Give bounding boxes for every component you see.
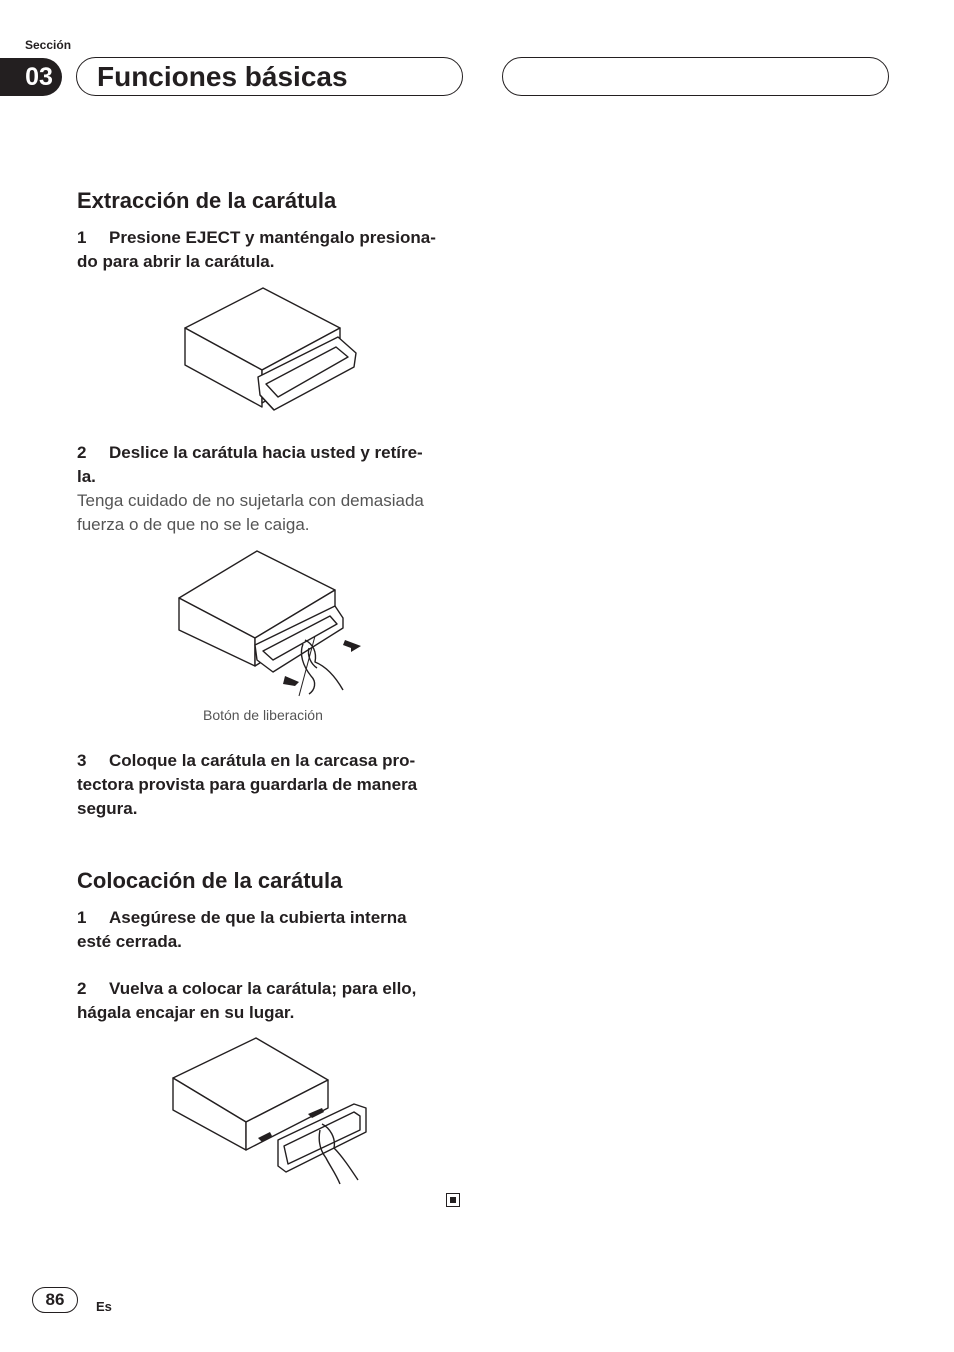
step-text: la. [77, 467, 96, 486]
arrow-left [283, 676, 299, 686]
extraction-step-2-note [77, 489, 467, 537]
step-text: Coloque la carátula en la carcasa pro- [109, 751, 416, 770]
extraction-step-1 [77, 226, 467, 274]
step-text: Asegúrese de que la cubierta interna [109, 908, 407, 927]
empty-header-frame [502, 57, 889, 96]
step-text: tectora provista para guardarla de manera [77, 775, 418, 794]
note-line: fuerza o de que no se le caiga. [77, 515, 310, 534]
section-label: Sección [25, 38, 72, 52]
step-number: 1 [77, 228, 87, 247]
step-text: Presione EJECT y manténgalo presiona- [109, 228, 436, 247]
extraction-step-3 [77, 749, 467, 821]
attachment-step-1 [77, 906, 467, 954]
figure-open-faceplate [180, 285, 360, 415]
figure-attach-faceplate [170, 1036, 370, 1186]
extraction-heading: Extracción de la carátula [77, 188, 337, 213]
step-text: Vuelva a colocar la carátula; para ello, [109, 979, 417, 998]
figure-remove-faceplate [175, 548, 365, 703]
page-number: 86 [32, 1287, 78, 1313]
section-number-badge: 03 [0, 58, 62, 96]
figure-caption-release-button: Botón de liberación [203, 707, 323, 723]
step-text: esté cerrada. [77, 932, 182, 951]
extraction-step-2 [77, 441, 467, 489]
step-number: 2 [77, 979, 87, 998]
end-square-icon [446, 1193, 460, 1207]
language-code: Es [96, 1299, 112, 1314]
step-text: do para abrir la carátula. [77, 252, 275, 271]
arrow-right [343, 640, 361, 652]
step-number: 2 [77, 443, 87, 462]
step-text: hágala encajar en su lugar. [77, 1003, 295, 1022]
page-title: Funciones básicas [97, 61, 348, 92]
step-text: segura. [77, 799, 138, 818]
note-line: Tenga cuidado de no sujetarla con demasiada [77, 491, 424, 510]
attachment-step-2 [77, 977, 467, 1025]
step-number: 1 [77, 908, 87, 927]
step-text: Deslice la carátula hacia usted y retíre- [109, 443, 423, 462]
attachment-heading: Colocación de la carátula [77, 868, 343, 893]
step-number: 3 [77, 751, 87, 770]
